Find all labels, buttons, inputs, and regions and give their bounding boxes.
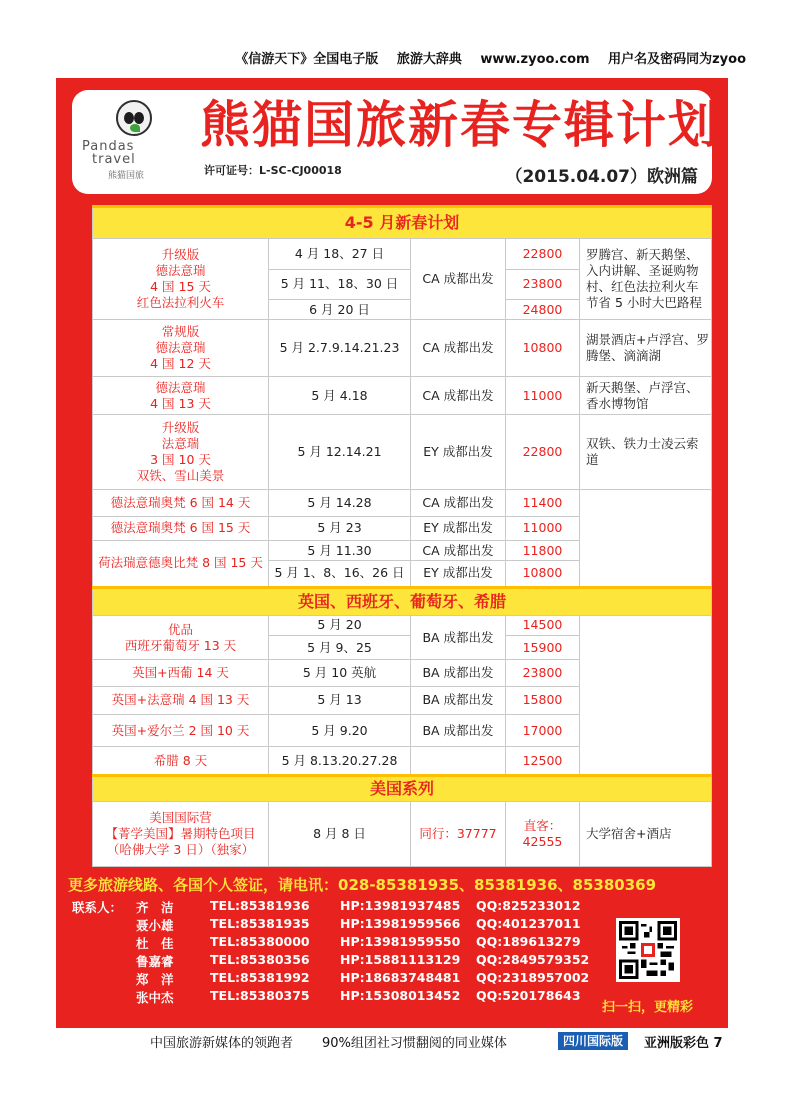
slogan-leader: 中国旅游新媒体的领跑者 <box>150 1036 294 1051</box>
route-cell: 英国+爱尔兰 2 国 10 天 <box>93 715 269 747</box>
contact-qq: QQ:2318957002 <box>476 970 590 985</box>
departure-cell: EY 成都出发 <box>411 415 506 490</box>
departure-cell: CA 成都出发 <box>411 490 506 516</box>
price-cell: 17000 <box>506 715 580 747</box>
date-cell: 5 月 2.7.9.14.21.23 <box>269 320 411 377</box>
route-cell: 荷法瑞意德奥比梵 8 国 15 天 <box>93 540 269 587</box>
contact-qq: QQ:825233012 <box>476 898 581 913</box>
contact-name: 杜 佳 <box>136 936 174 951</box>
leaf-icon <box>130 124 140 132</box>
date-cell: 5 月 13 <box>269 686 411 714</box>
itinerary-table <box>92 205 711 867</box>
contact-tel: TEL:85381992 <box>210 970 310 985</box>
route-cell: 希腊 8 天 <box>93 747 269 775</box>
date-cell: 5 月 9.20 <box>269 715 411 747</box>
contact-row <box>72 898 612 916</box>
red-frame <box>56 78 728 1028</box>
route-cell: 德法意瑞奥梵 6 国 15 天 <box>93 516 269 540</box>
departure-cell: BA 成都出发 <box>411 660 506 686</box>
price-cell: 10800 <box>506 320 580 377</box>
price-cell: 15900 <box>506 636 580 660</box>
contact-name: 张中杰 <box>136 990 174 1005</box>
contact-label-spacer <box>72 970 136 988</box>
contact-tel: TEL:85380356 <box>210 952 310 967</box>
route-line: 4 国 12 天 <box>150 356 211 372</box>
header <box>72 90 720 194</box>
route-line: 4 国 13 天 <box>150 395 211 411</box>
departure-cell: EY 成都出发 <box>411 516 506 540</box>
panda-eye-right <box>134 112 144 124</box>
dictionary-name: 旅游大辞典 <box>396 52 462 67</box>
contact-qq: QQ:2849579352 <box>476 952 590 967</box>
logo-text-en <box>82 140 136 166</box>
contact-row <box>72 970 612 988</box>
magazine-name: 《信游天下》全国电子版 <box>235 52 379 67</box>
edition-badge: 四川国际版 <box>558 1032 628 1050</box>
price-cell: 23800 <box>506 269 580 299</box>
date-cell: 5 月 23 <box>269 516 411 540</box>
date-cell: 6 月 20 日 <box>269 300 411 320</box>
departure-cell: CA 成都出发 <box>411 320 506 377</box>
note-cell-empty <box>580 615 712 775</box>
contact-hp: HP:13981959566 <box>340 916 461 931</box>
route-line: 美国国际营 <box>149 810 212 826</box>
contact-tel: TEL:85381936 <box>210 898 310 913</box>
date-cell: 5 月 10 英航 <box>269 660 411 686</box>
note-cell: 新天鹅堡、卢浮宫、香水博物馆 <box>580 377 712 415</box>
contact-hp: HP:13981937485 <box>340 898 461 913</box>
route-cell: 英国+西葡 14 天 <box>93 660 269 686</box>
panda-eye-left <box>124 112 134 124</box>
contact-label: 联系人： <box>72 900 123 915</box>
contact-row <box>72 952 612 970</box>
departure-cell: EY 成都出发 <box>411 561 506 587</box>
route-line: 3 国 10 天 <box>150 452 211 468</box>
page-title: 熊猫国旅新春专辑计划 <box>200 96 720 154</box>
route-line: 德法意瑞 <box>155 263 206 279</box>
departure-cell: BA 成都出发 <box>411 615 506 660</box>
route-line: 法意瑞 <box>161 436 200 452</box>
date-cell: 5 月 14.28 <box>269 490 411 516</box>
price-cell: 23800 <box>506 660 580 686</box>
logo-travel: travel <box>92 152 136 167</box>
price-cell: 22800 <box>506 415 580 490</box>
pandas-travel-logo <box>82 100 192 190</box>
route-cell <box>93 615 269 660</box>
contact-qq: QQ:189613279 <box>476 934 581 949</box>
contact-name: 齐 洁 <box>136 900 174 915</box>
departure-cell: CA 成都出发 <box>411 239 506 320</box>
panda-icon <box>116 100 152 136</box>
contact-label-spacer <box>72 916 136 934</box>
edition-date: （2015.04.07）欧洲篇 <box>505 167 698 187</box>
date-cell: 5 月 9、25 <box>269 636 411 660</box>
departure-cell: CA 成都出发 <box>411 377 506 415</box>
login-hint: 用户名及密码同为zyoo <box>608 52 746 67</box>
contact-tel: TEL:85380000 <box>210 934 310 949</box>
contact-hp: HP:15308013452 <box>340 988 461 1003</box>
route-line: 常规版 <box>161 324 200 340</box>
section-header-spring: 4-5 月新春计划 <box>93 207 712 239</box>
date-cell: 5 月 12.14.21 <box>269 415 411 490</box>
price-cell: 11000 <box>506 516 580 540</box>
qr-code-graphic <box>619 921 677 979</box>
price-cell: 11400 <box>506 490 580 516</box>
contact-name: 聂小雄 <box>136 918 174 933</box>
departure-cell: BA 成都出发 <box>411 715 506 747</box>
date-cell: 8 月 8 日 <box>269 802 411 867</box>
contact-row <box>72 934 612 952</box>
note-cell: 大学宿舍+酒店 <box>580 802 712 867</box>
date-cell: 5 月 4.18 <box>269 377 411 415</box>
route-cell <box>93 415 269 490</box>
date-cell: 5 月 11、18、30 日 <box>269 269 411 299</box>
price-cell: 11000 <box>506 377 580 415</box>
top-bar <box>0 48 800 72</box>
retail-price-cell <box>506 802 580 867</box>
price-cell: 14500 <box>506 615 580 635</box>
route-line: 西班牙葡萄牙 13 天 <box>124 637 237 653</box>
note-cell: 双铁、铁力士凌云索道 <box>580 415 712 490</box>
date-cell: 5 月 20 <box>269 615 411 635</box>
website-link[interactable]: www.zyoo.com <box>480 52 590 67</box>
retail-value: 42555 <box>522 834 563 850</box>
section-header-europe-south: 英国、西班牙、葡萄牙、希腊 <box>93 587 712 615</box>
route-cell <box>93 377 269 415</box>
slogan-media: 90%组团社习惯翻阅的同业媒体 <box>322 1036 507 1051</box>
route-line: 红色法拉利火车 <box>136 295 225 311</box>
date-cell: 5 月 11.30 <box>269 540 411 560</box>
note-cell: 罗腾宫、新天鹅堡、入内讲解、圣诞购物村、红色法拉利火车节省 5 小时大巴路程 <box>580 239 712 320</box>
departure-cell: BA 成都出发 <box>411 686 506 714</box>
qr-code-icon[interactable] <box>616 918 680 982</box>
route-line: 德法意瑞 <box>155 340 206 356</box>
note-cell-empty <box>580 490 712 587</box>
logo-pandas: Pandas <box>82 139 135 154</box>
date-cell: 5 月 1、8、16、26 日 <box>269 561 411 587</box>
route-line: 升级版 <box>161 247 200 263</box>
contact-name: 郑 洋 <box>136 972 174 987</box>
contact-row <box>72 988 612 1006</box>
price-cell: 12500 <box>506 747 580 775</box>
contact-tel: TEL:85381935 <box>210 916 310 931</box>
contact-hp: HP:13981959550 <box>340 934 461 949</box>
contact-label-spacer <box>72 952 136 970</box>
departure-cell: CA 成都出发 <box>411 540 506 560</box>
contact-qq: QQ:401237011 <box>476 916 581 931</box>
hotline-text: 更多旅游线路、各国个人签证，请电讯：028-85381935、85381936、85380369 <box>68 876 657 894</box>
route-line: 双铁、雪山美景 <box>136 468 225 484</box>
route-cell <box>93 320 269 377</box>
contact-hp: HP:18683748481 <box>340 970 461 985</box>
price-cell: 10800 <box>506 561 580 587</box>
contact-qq: QQ:520178643 <box>476 988 581 1003</box>
route-cell: 德法意瑞奥梵 6 国 14 天 <box>93 490 269 516</box>
contact-tel: TEL:85380375 <box>210 988 310 1003</box>
contact-label-spacer <box>72 988 136 1006</box>
route-line: 德法意瑞 <box>155 379 206 395</box>
retail-label: 直客： <box>523 818 562 834</box>
section-header-usa: 美国系列 <box>93 775 712 801</box>
route-line: 升级版 <box>161 420 200 436</box>
route-cell: 英国+法意瑞 4 国 13 天 <box>93 686 269 714</box>
route-line: 4 国 15 天 <box>150 279 211 295</box>
bottom-bar <box>0 1032 800 1052</box>
departure-cell <box>411 747 506 775</box>
route-line: （哈佛大学 3 日）（独家） <box>106 842 255 858</box>
peer-price-cell: 同行：37777 <box>411 802 506 867</box>
scan-text: 扫一扫，更精彩 <box>602 1000 694 1015</box>
logo-text-cn: 熊猫国旅 <box>108 171 145 181</box>
page-number: 亚洲版彩色 7 <box>644 1036 723 1051</box>
price-cell: 22800 <box>506 239 580 269</box>
price-cell: 15800 <box>506 686 580 714</box>
contact-label-spacer <box>72 934 136 952</box>
date-cell: 4 月 18、27 日 <box>269 239 411 269</box>
contact-name: 鲁嘉睿 <box>136 954 174 969</box>
contact-row <box>72 916 612 934</box>
route-cell <box>93 239 269 320</box>
contact-hp: HP:15881113129 <box>340 952 461 967</box>
note-cell: 湖景酒店+卢浮宫、罗腾堡、滴滴湖 <box>580 320 712 377</box>
route-line: 优品 <box>167 621 193 637</box>
route-cell <box>93 802 269 867</box>
license-number: 许可证号：L-SC-CJ00018 <box>204 164 342 177</box>
price-cell: 24800 <box>506 300 580 320</box>
date-cell: 5 月 8.13.20.27.28 <box>269 747 411 775</box>
route-line: 【菁学美国】暑期特色项目 <box>105 826 256 842</box>
contact-list <box>72 898 612 1006</box>
price-cell: 11800 <box>506 540 580 560</box>
